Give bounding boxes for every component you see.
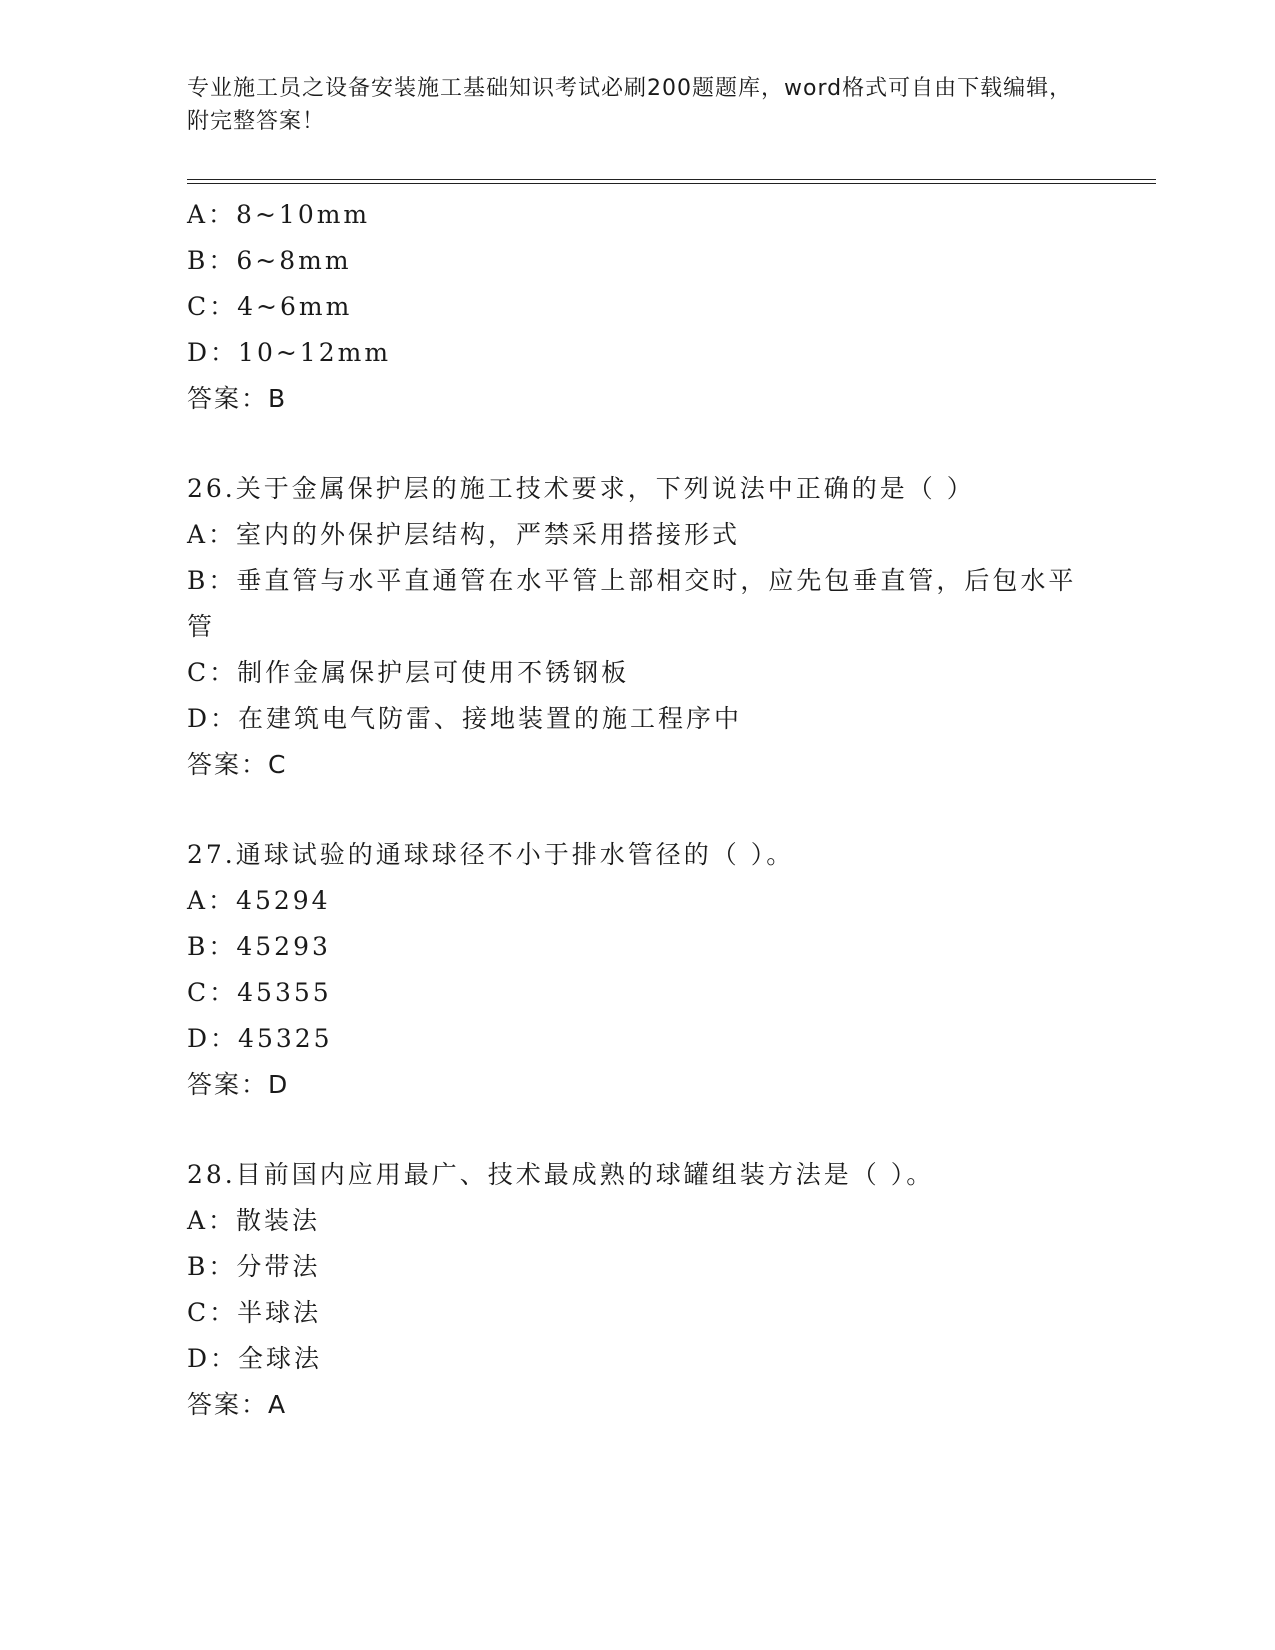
question-list: [187, 192, 1087, 1428]
option-a: A：8~10mm: [187, 200, 371, 229]
option-c: C：4~6mm: [187, 292, 353, 321]
option-c: C：半球法: [187, 1298, 322, 1327]
option-a: A：散装法: [187, 1206, 321, 1235]
answer-line: 答案：C: [187, 750, 288, 779]
answer-line: 答案：D: [187, 1070, 290, 1099]
question-block-27: [187, 832, 1087, 1108]
question-stem: 26.关于金属保护层的施工技术要求，下列说法中正确的是（ ）: [187, 474, 975, 503]
option-d: D：在建筑电气防雷、接地装置的施工程序中: [187, 704, 743, 733]
previous-question-block: [187, 192, 1087, 422]
question-stem: 28.目前国内应用最广、技术最成熟的球罐组装方法是（ ）。: [187, 1160, 935, 1189]
option-d: D：10~12mm: [187, 338, 392, 367]
header-divider-top: [187, 179, 1156, 180]
header-divider-bottom: [187, 183, 1156, 184]
option-b: B：6~8mm: [187, 246, 352, 275]
option-a: A：室内的外保护层结构，严禁采用搭接形式: [187, 520, 741, 549]
question-block-26: [187, 466, 1087, 788]
question-stem: 27.通球试验的通球球径不小于排水管径的（ ）。: [187, 840, 795, 869]
option-b: B：垂直管与水平直通管在水平管上部相交时，应先包垂直管，后包水平管: [187, 566, 1077, 641]
answer-line: 答案：A: [187, 1390, 288, 1419]
answer-line: 答案：B: [187, 384, 288, 413]
option-d: D：45325: [187, 1024, 333, 1053]
question-block-28: [187, 1152, 1087, 1428]
option-b: B：45293: [187, 932, 331, 961]
option-d: D：全球法: [187, 1344, 323, 1373]
document-title: 专业施工员之设备安装施工基础知识考试必刷200题题库，word格式可自由下载编辑，附完整答案！: [187, 76, 1073, 134]
option-c: C：制作金属保护层可使用不锈钢板: [187, 658, 630, 687]
option-a: A：45294: [187, 886, 331, 915]
option-b: B：分带法: [187, 1252, 321, 1281]
option-c: C：45355: [187, 978, 332, 1007]
